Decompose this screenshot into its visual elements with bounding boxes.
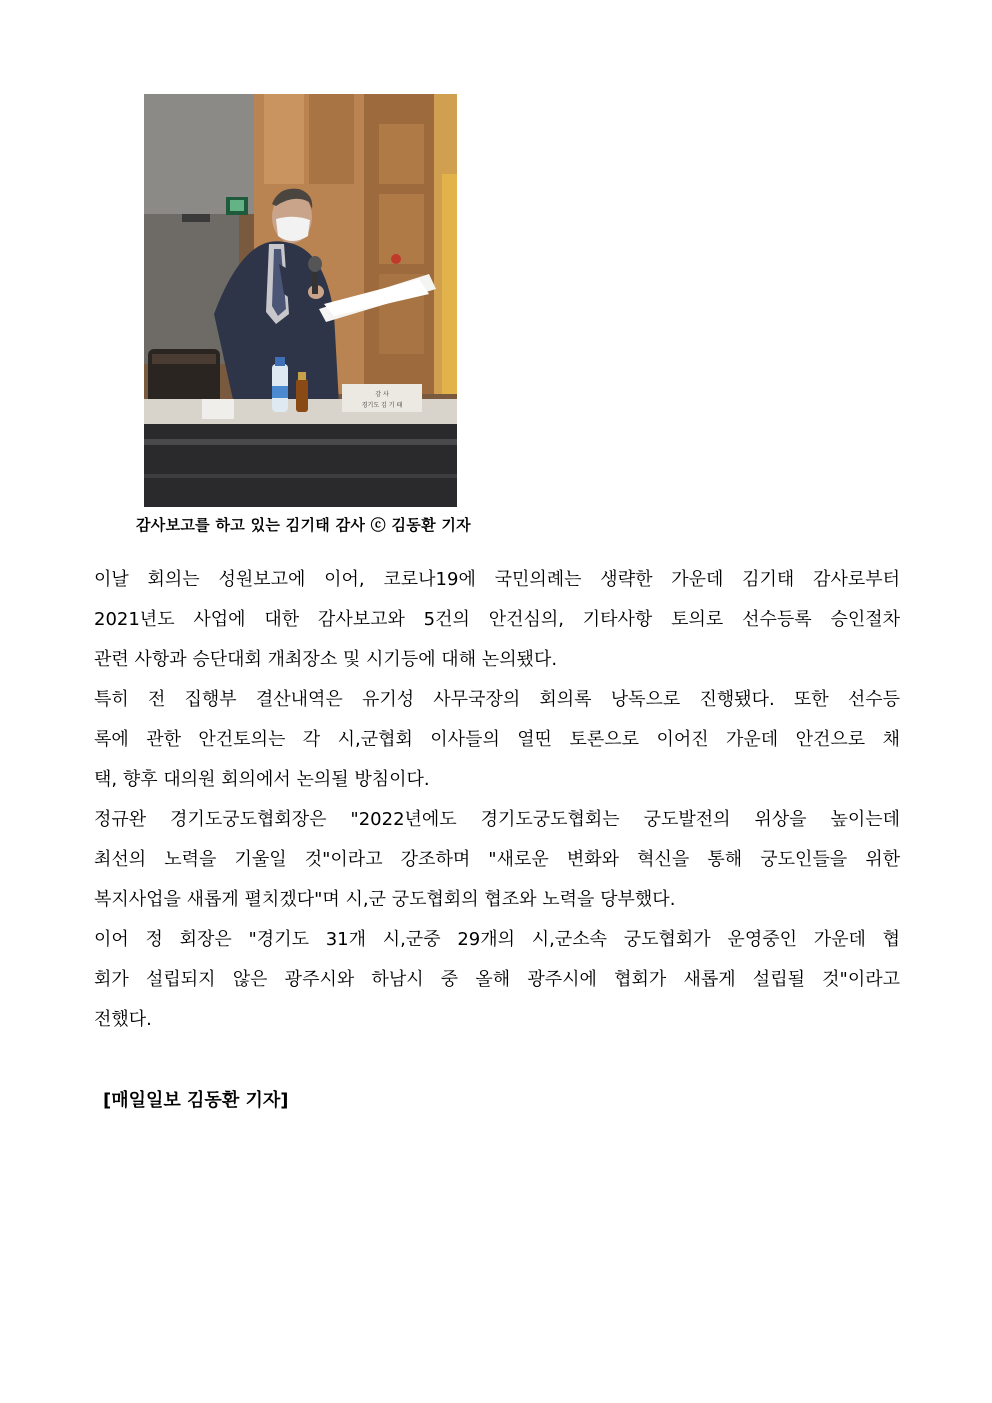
article-line: 회가 설립되지 않은 광주시와 하남시 중 올해 광주시에 협회가 새롭게 설립될 것"이라고 (94, 969, 900, 990)
article-body (94, 563, 900, 1043)
article-line: 최선의 노력을 기울일 것"이라고 강조하며 "새로운 변화와 혁신을 통해 궁도인들을 위한 (94, 849, 900, 870)
article-line: 복지사업을 새롭게 펼치겠다"며 시,군 궁도협회의 협조와 노력을 당부했다. (94, 889, 676, 910)
article-line: 2021년도 사업에 대한 감사보고와 5건의 안건심의, 기타사항 토의로 선수등록 승인절차 (94, 609, 900, 630)
article-line: 택, 향후 대의원 회의에서 논의될 방침이다. (94, 769, 430, 790)
article-line: 록에 관한 안건토의는 각 시,군협회 이사들의 열띤 토론으로 이어진 가운데 안건으로 채 (94, 729, 900, 750)
article-line: 이어 정 회장은 "경기도 31개 시,군중 29개의 시,군소속 궁도협회가 운영중인 가운데 협 (94, 929, 900, 950)
article-line: 이날 회의는 성원보고에 이어, 코로나19에 국민의례는 생략한 가운데 김기태 감사로부터 (94, 569, 900, 590)
byline: [매일일보 김동환 기자] (103, 1090, 289, 1111)
nameplate-title: 감 사 (375, 391, 389, 398)
article-line: 특히 전 집행부 결산내역은 유기성 사무국장의 회의록 낭독으로 진행됐다. 또한 선수등 (94, 689, 900, 710)
article-photo (144, 94, 457, 507)
article-line: 정규완 경기도궁도협회장은 "2022년에도 경기도궁도협회는 궁도발전의 위상을 높이는데 (94, 809, 900, 830)
article-line: 관련 사항과 승단대회 개최장소 및 시기등에 대해 논의됐다. (94, 649, 558, 670)
nameplate-name: 경기도 김 기 태 (361, 402, 403, 409)
article-line: 전했다. (94, 1009, 152, 1030)
photo-caption: 감사보고를 하고 있는 김기태 감사 ⓒ 김동환 기자 (136, 516, 471, 534)
